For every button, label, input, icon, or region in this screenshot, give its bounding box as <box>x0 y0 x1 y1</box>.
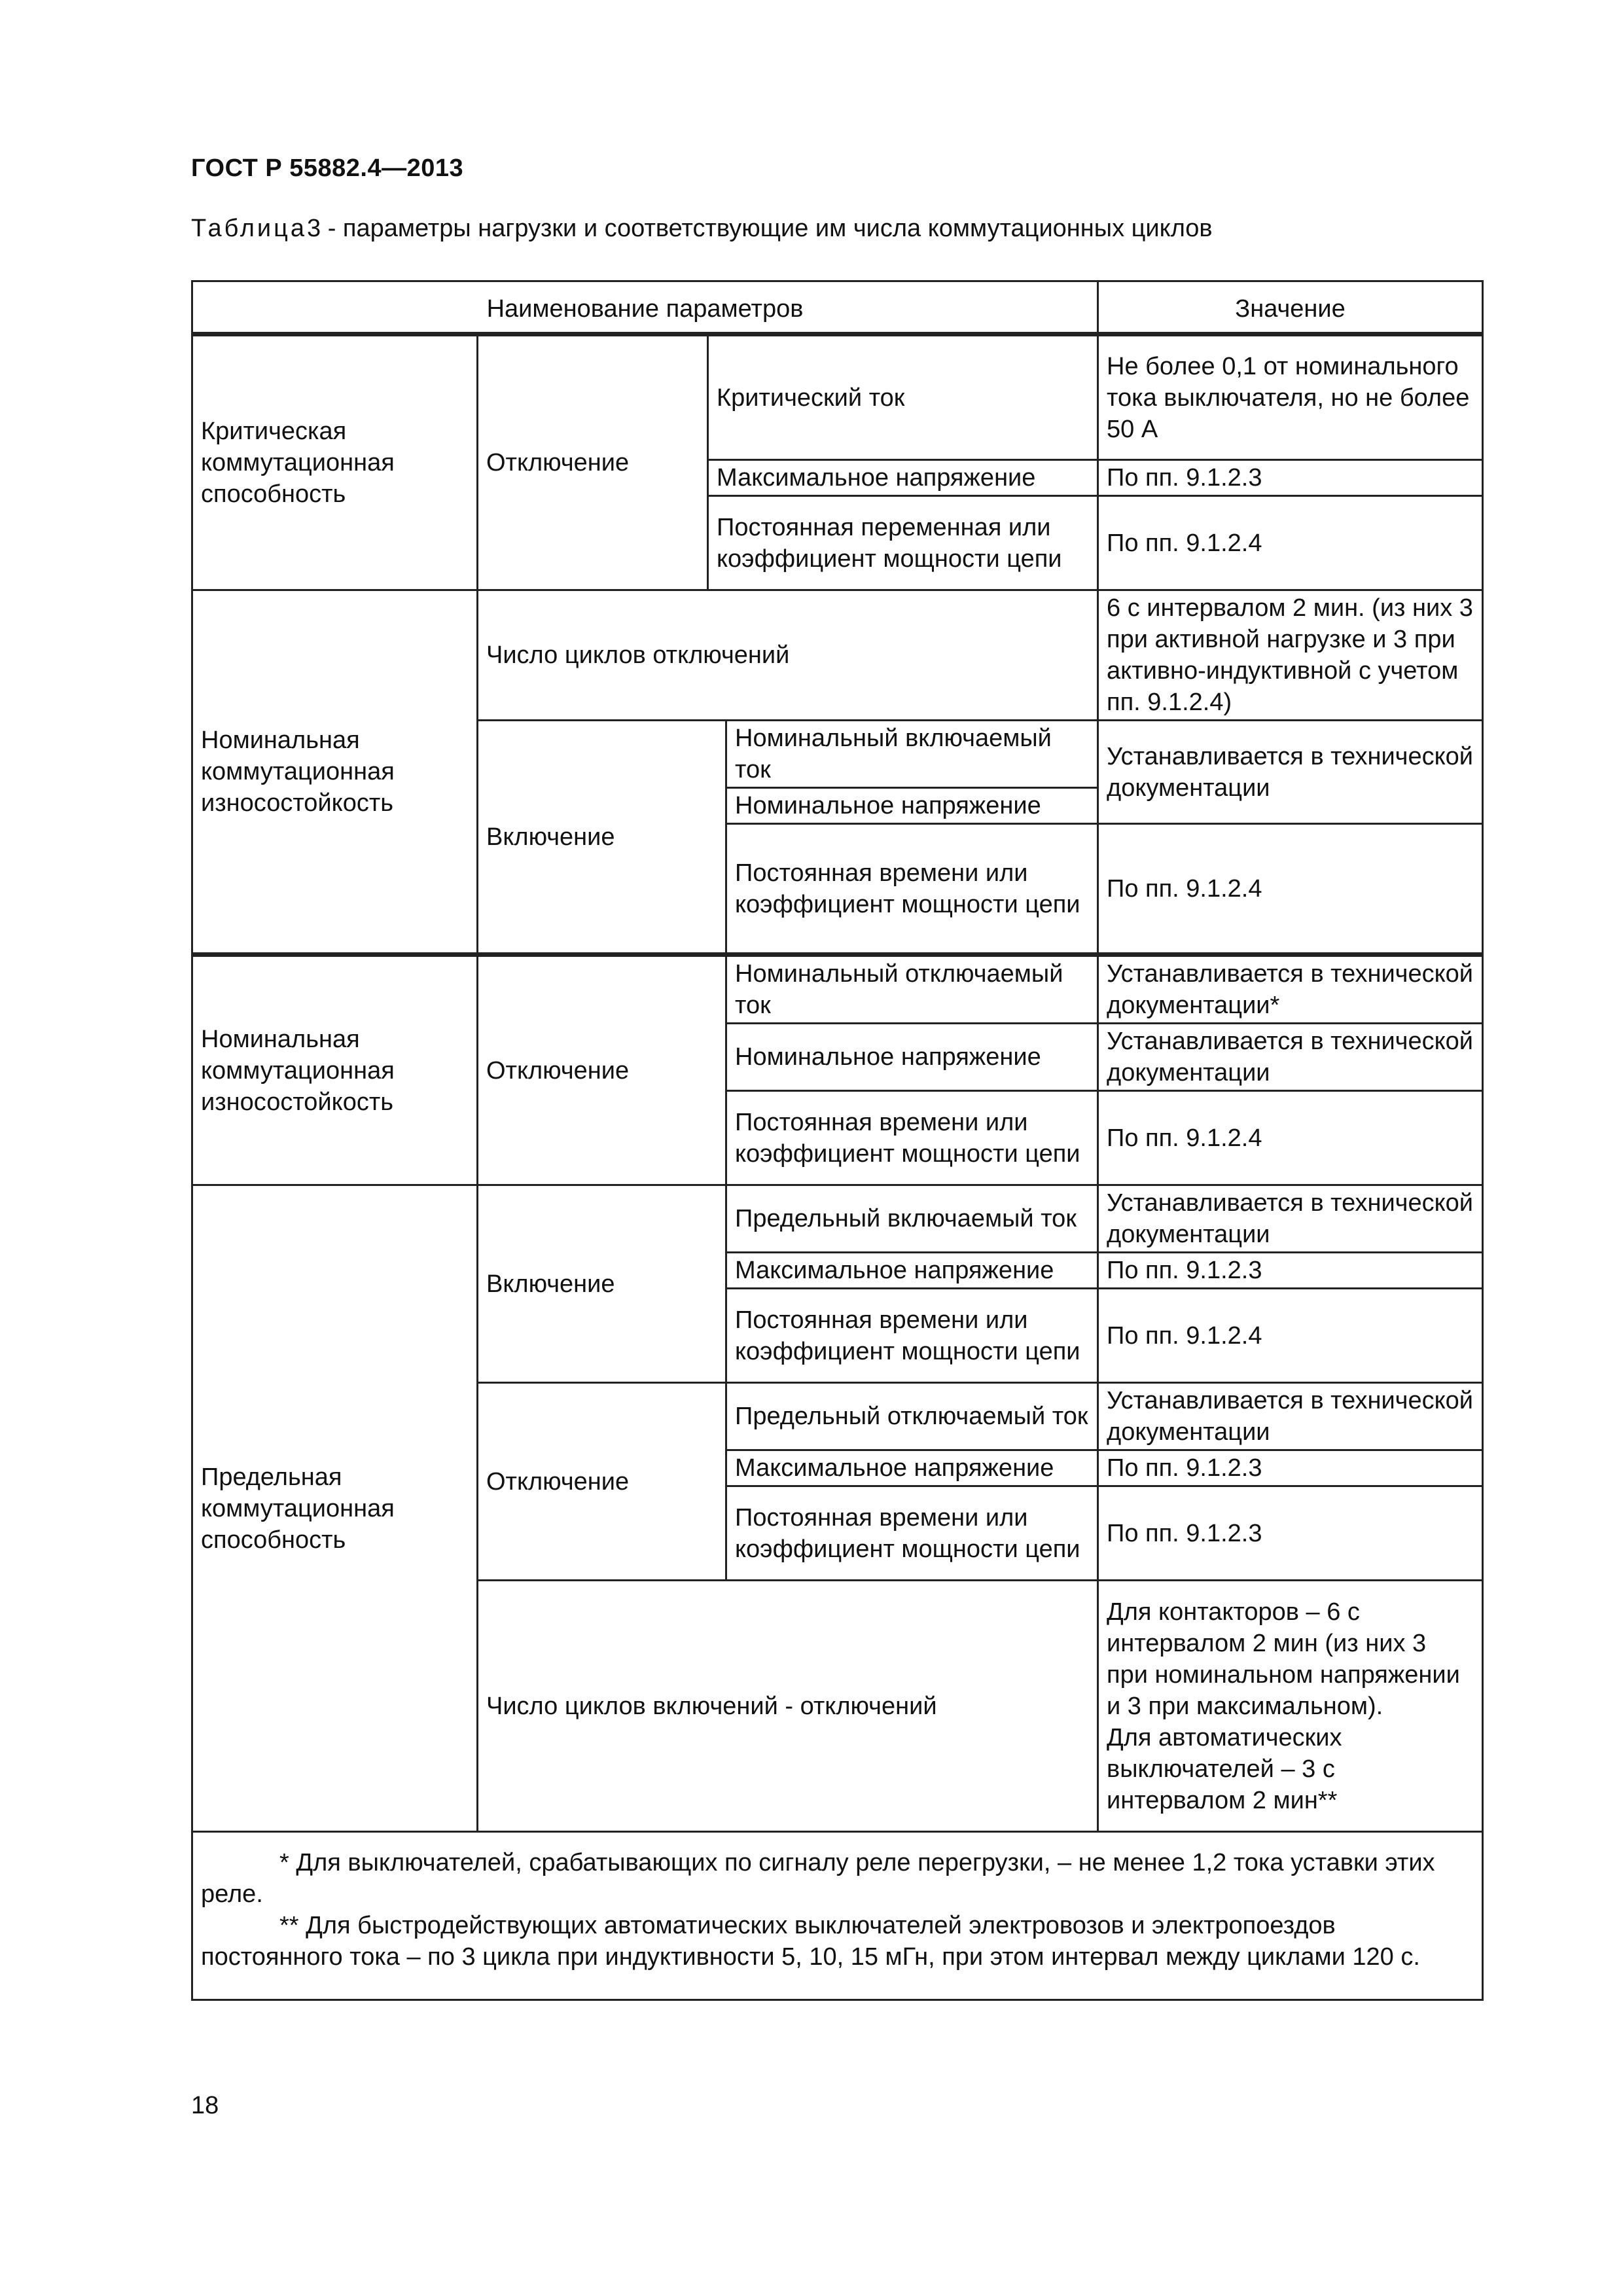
table-notes-row <box>192 1832 1483 2000</box>
s2-cycles-value-cell: 6 с интервалом 2 мин. (из них 3 при активной нагрузке и 3 при активно-индуктивной с учетом пп. 9.1.2.4) <box>1098 590 1483 721</box>
s4-cycles-value-cell <box>1098 1581 1483 1832</box>
s2-cycles-label-cell: Число циклов отключений <box>478 590 1098 721</box>
s4-on-time-constant-cell: Постоянная времени или коэффициент мощности цепи <box>726 1289 1098 1383</box>
s1-power-factor-value: По пп. 9.1.2.4 <box>1098 496 1483 590</box>
table-notes-cell <box>192 1832 1483 2000</box>
s2-documentation-value-cell: Устанавливается в технической документации <box>1098 721 1483 824</box>
s4-on-mode-cell: Включение <box>478 1185 726 1383</box>
table-row <box>192 590 1483 721</box>
s1-mode-cell: Отключение <box>478 334 708 590</box>
s4-off-limit-current-value: Устанавливается в технической документации <box>1098 1383 1483 1450</box>
s3-rated-voltage-value: Устанавливается в технической документации <box>1098 1024 1483 1091</box>
s1-category-cell: Критическая коммутационная способность <box>192 334 478 590</box>
s3-time-constant-value: По пп. 9.1.2.4 <box>1098 1091 1483 1185</box>
s2-rated-voltage-cell: Номинальное напряжение <box>726 788 1098 824</box>
header-parameter-name: Наименование параметров <box>192 281 1098 334</box>
document-code: ГОСТ Р 55882.4—2013 <box>191 154 464 182</box>
s4-cycles-value-breakers: Для автоматических выключателей – 3 с интервалом 2 мин** <box>1107 1723 1342 1814</box>
s3-rated-breaking-current-value: Устанавливается в технической документации* <box>1098 955 1483 1024</box>
s4-off-max-voltage-value: По пп. 9.1.2.3 <box>1098 1450 1483 1486</box>
s1-max-voltage-cell: Максимальное напряжение <box>708 460 1098 496</box>
s4-off-max-voltage-cell: Максимальное напряжение <box>726 1450 1098 1486</box>
s3-mode-cell: Отключение <box>478 955 726 1185</box>
table-caption-text: - параметры нагрузки и соответствующие им числа коммутационных циклов <box>321 215 1213 242</box>
s4-off-limit-current-cell: Предельный отключаемый ток <box>726 1383 1098 1450</box>
s4-on-limit-current-cell: Предельный включаемый ток <box>726 1185 1098 1253</box>
page-number: 18 <box>191 2092 219 2119</box>
s2-rated-making-current-cell: Номинальный включаемый ток <box>726 721 1098 788</box>
s4-on-max-voltage-value: По пп. 9.1.2.3 <box>1098 1253 1483 1289</box>
s2-category-cell: Номинальная коммутационная износостойкость <box>192 590 478 955</box>
s4-on-max-voltage-cell: Максимальное напряжение <box>726 1253 1098 1289</box>
s4-category-cell: Предельная коммутационная способность <box>192 1185 478 1832</box>
table-row <box>192 955 1483 1024</box>
table-header-row <box>192 281 1483 334</box>
s3-rated-breaking-current-cell: Номинальный отключаемый ток <box>726 955 1098 1024</box>
table-note: * Для выключателей, срабатывающих по сигналу реле перегрузки, – не менее 1,2 тока уставки этих реле. <box>201 1849 1435 1908</box>
s2-time-constant-cell: Постоянная времени или коэффициент мощности цепи <box>726 824 1098 955</box>
s4-cycles-value-contactors: Для контакторов – 6 с интервалом 2 мин (из них 3 при номинальном напряжении и 3 при максимальном). <box>1107 1598 1460 1720</box>
s4-off-time-constant-cell: Постоянная времени или коэффициент мощности цепи <box>726 1486 1098 1581</box>
s1-critical-current-cell: Критический ток <box>708 334 1098 460</box>
s4-off-mode-cell: Отключение <box>478 1383 726 1581</box>
s1-power-factor-cell: Постоянная переменная или коэффициент мощности цепи <box>708 496 1098 590</box>
s4-cycles-label-cell: Число циклов включений - отключений <box>478 1581 1098 1832</box>
s4-on-limit-current-value: Устанавливается в технической документации <box>1098 1185 1483 1253</box>
s3-rated-voltage-cell: Номинальное напряжение <box>726 1024 1098 1091</box>
table-caption-label: Таблица <box>191 215 307 242</box>
s3-time-constant-cell: Постоянная времени или коэффициент мощности цепи <box>726 1091 1098 1185</box>
s2-mode-cell: Включение <box>478 721 726 955</box>
s1-max-voltage-value: По пп. 9.1.2.3 <box>1098 460 1483 496</box>
s4-off-time-constant-value: По пп. 9.1.2.3 <box>1098 1486 1483 1581</box>
table-caption-number: 3 <box>307 215 321 242</box>
table-row <box>192 1185 1483 1253</box>
table-row <box>192 334 1483 460</box>
s3-category-cell: Номинальная коммутационная износостойкость <box>192 955 478 1185</box>
header-value: Значение <box>1098 281 1483 334</box>
s1-critical-current-value: Не более 0,1 от номинального тока выключателя, но не более 50 А <box>1098 334 1483 460</box>
table-note: ** Для быстродействующих автоматических выключателей электровозов и электропоездов постоянного тока – по 3 цикла при индуктивности 5, 10, 15 мГн, при этом интервал между циклами 120 с. <box>201 1912 1420 1971</box>
table-caption <box>191 215 1213 243</box>
s4-on-time-constant-value: По пп. 9.1.2.4 <box>1098 1289 1483 1383</box>
parameters-table <box>191 280 1484 2001</box>
s2-time-constant-value: По пп. 9.1.2.4 <box>1098 824 1483 955</box>
